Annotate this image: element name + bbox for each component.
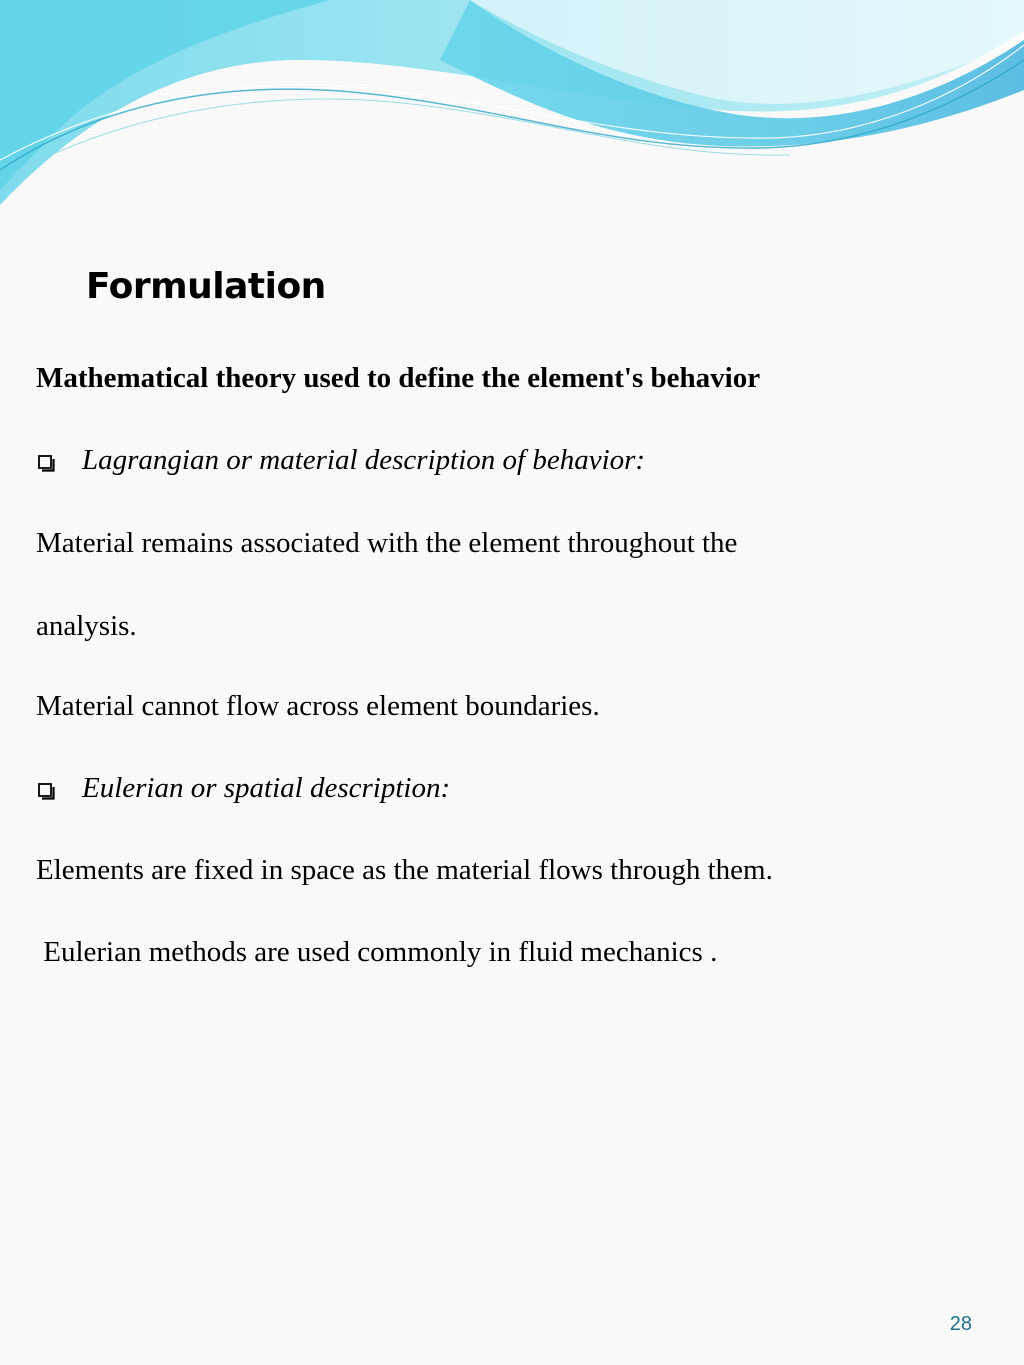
- slide-title: Formulation: [86, 266, 326, 307]
- header-wave-decoration: [0, 0, 1024, 210]
- section-heading-eulerian: Eulerian or spatial description:: [82, 772, 451, 804]
- body-line: analysis.: [36, 610, 137, 642]
- slide-subtitle: Mathematical theory used to define the element's behavior: [36, 362, 761, 394]
- body-line: Eulerian methods are used commonly in fluid mechanics .: [36, 936, 718, 968]
- body-line: Elements are fixed in space as the material flows through them.: [36, 854, 773, 886]
- body-line: Material remains associated with the element throughout the: [36, 527, 738, 559]
- page-number: 28: [949, 1313, 972, 1335]
- hollow-square-bullet-icon: [38, 455, 55, 472]
- hollow-square-bullet-icon: [38, 783, 55, 800]
- section-heading-lagrangian: Lagrangian or material description of behavior:: [82, 444, 646, 476]
- body-line: Material cannot flow across element boundaries.: [36, 690, 600, 722]
